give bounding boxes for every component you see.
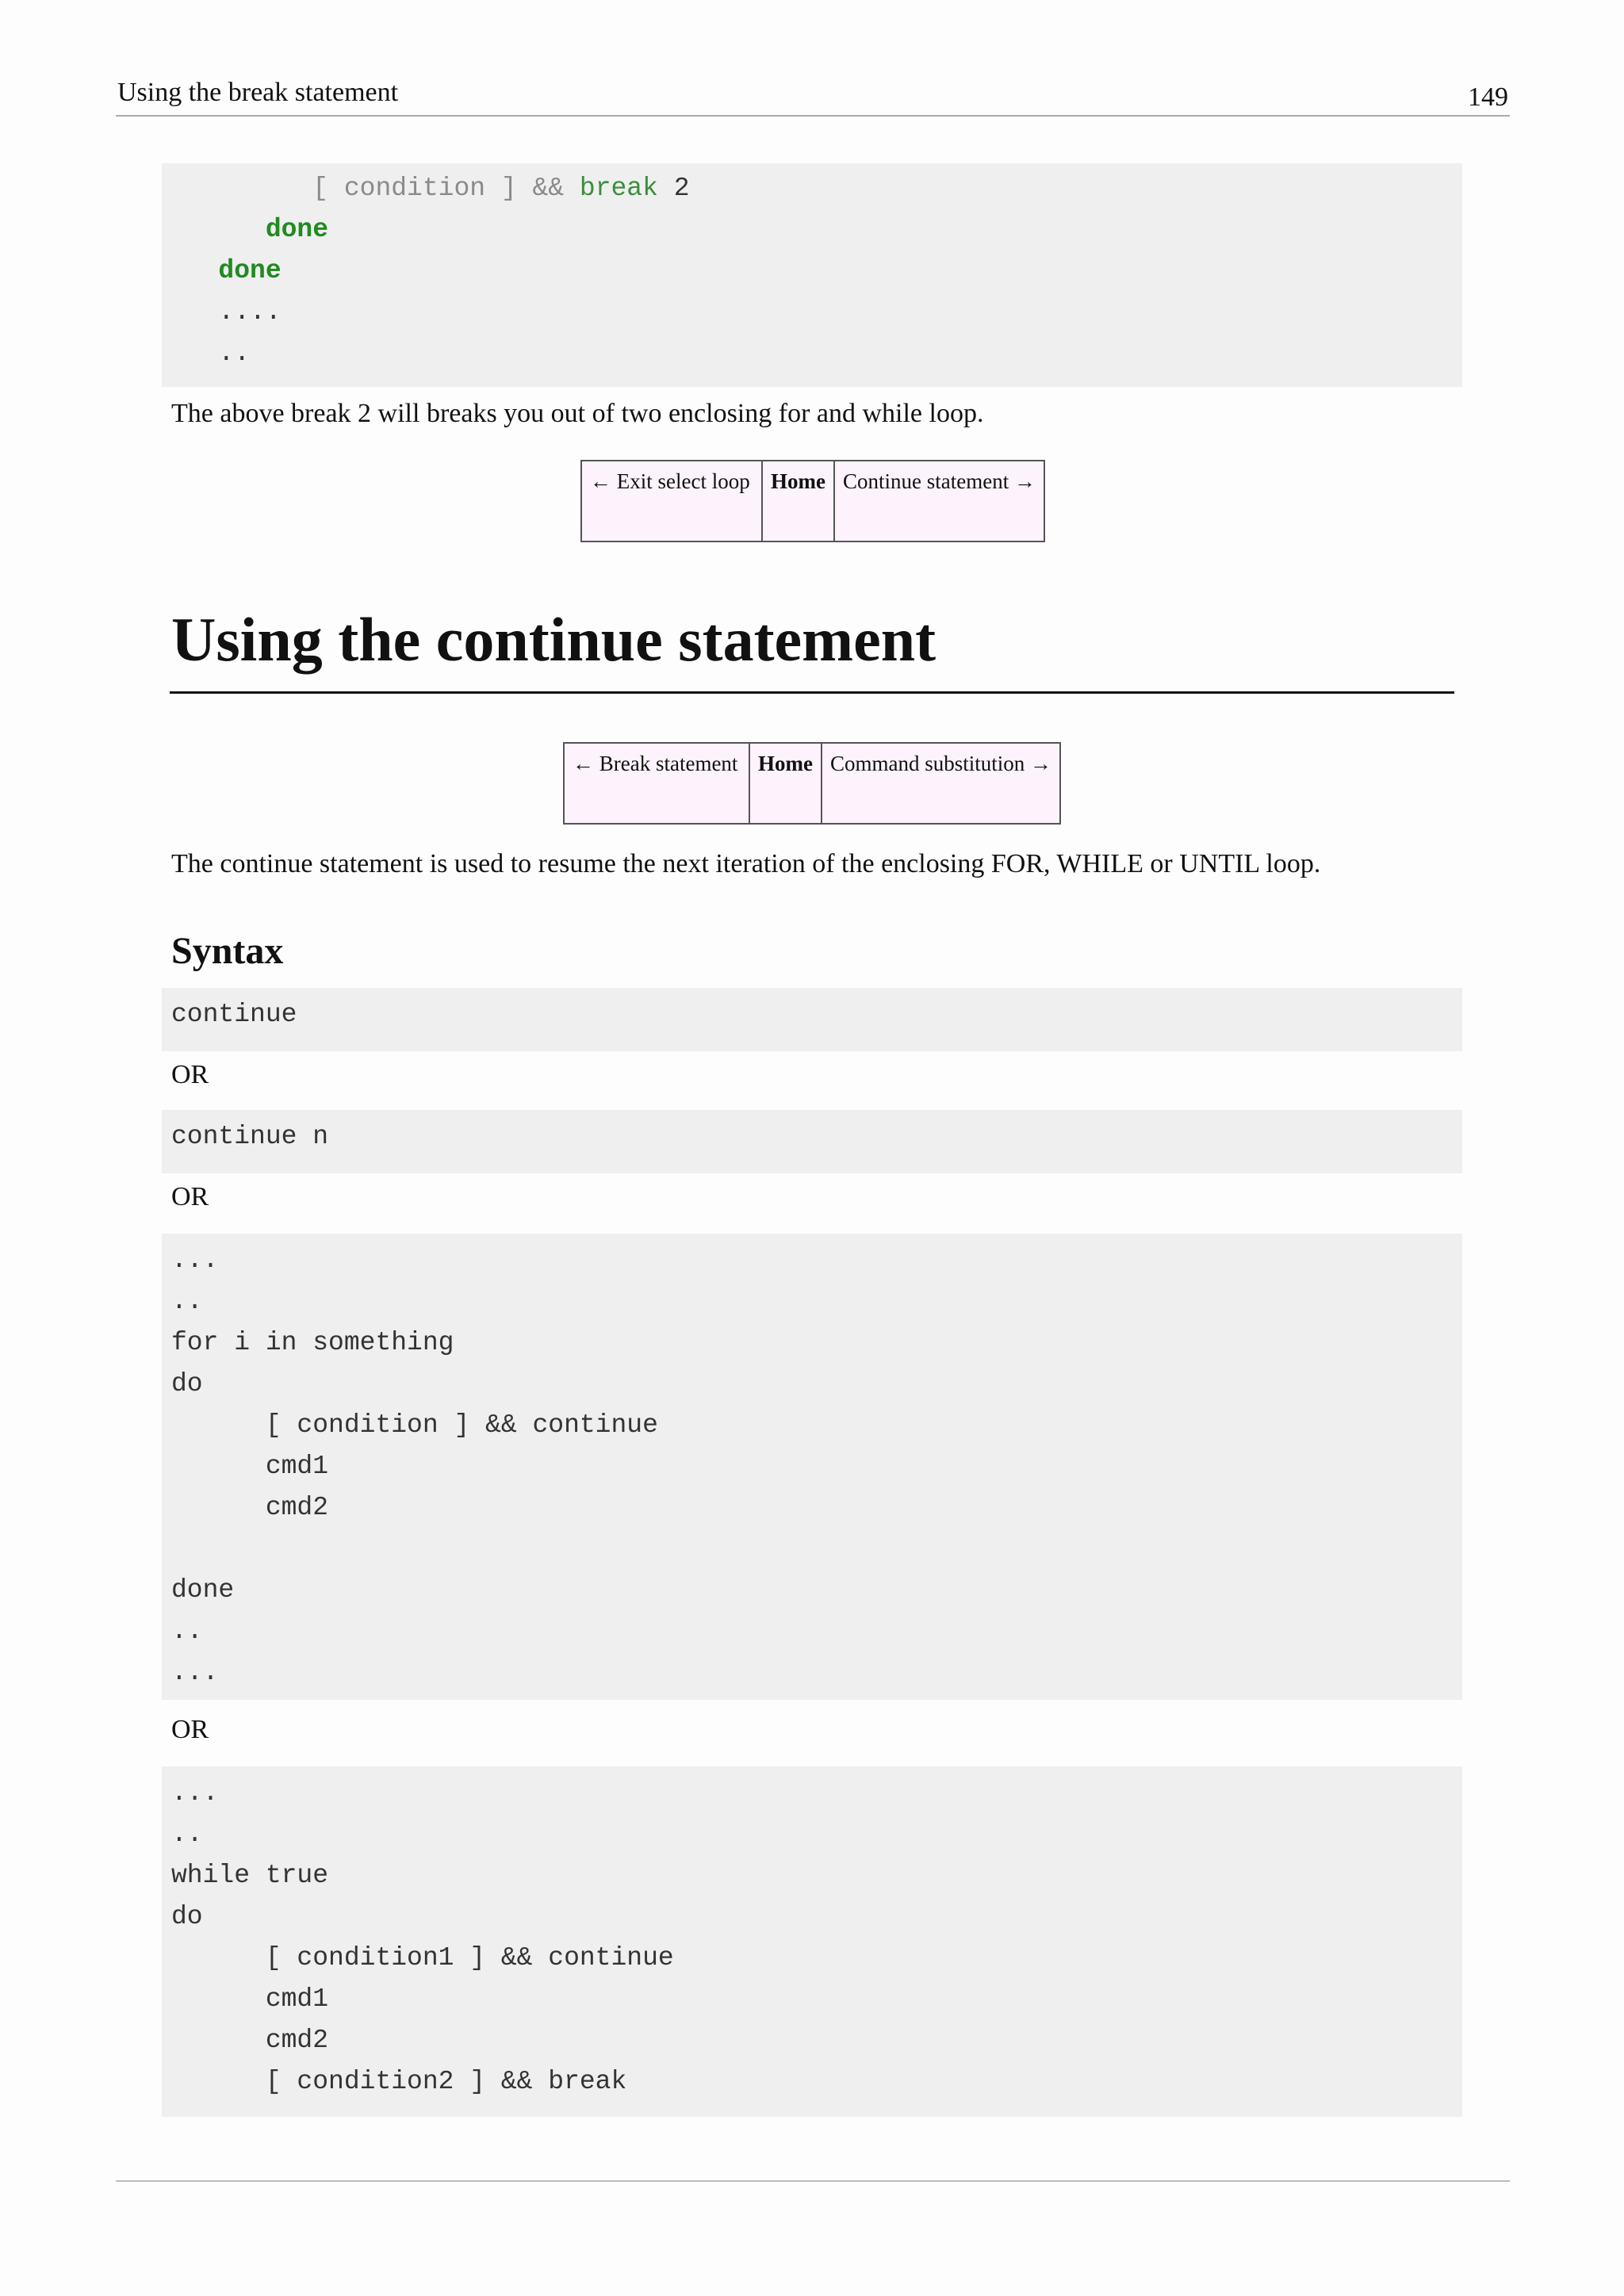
or-label: OR xyxy=(171,1060,209,1089)
code-line xyxy=(162,209,1462,251)
page-title: Using the continue statement xyxy=(171,605,936,674)
title-rule xyxy=(170,691,1454,694)
code-block-while-loop xyxy=(162,1766,1462,2117)
code-line xyxy=(162,251,1462,292)
continue-intro: The continue statement is used to resume the next iteration of the enclosing FOR, WHILE or UNTIL loop. xyxy=(171,849,1321,878)
code-line: do xyxy=(171,1902,203,1931)
code-token: done xyxy=(265,215,329,244)
code-line: ... xyxy=(171,1658,219,1687)
code-line: [ condition1 ] && continue xyxy=(171,1943,674,1973)
syntax-heading: Syntax xyxy=(171,930,284,972)
code-line xyxy=(162,333,1462,374)
code-token: .... xyxy=(171,297,282,327)
code-token xyxy=(171,215,266,244)
code-token: 2 xyxy=(657,174,690,203)
footer-rule xyxy=(116,2180,1510,2182)
nav-next-link[interactable]: Continue statement → xyxy=(834,461,1044,541)
code-line: continue n xyxy=(171,1122,329,1151)
code-line: ... xyxy=(171,1246,219,1275)
code-token: done xyxy=(218,256,282,285)
code-line: continue xyxy=(171,1000,297,1029)
code-token: break xyxy=(579,174,658,203)
header-rule xyxy=(116,115,1510,117)
code-line: cmd1 xyxy=(171,1452,329,1481)
nav-home-link[interactable]: Home xyxy=(749,743,822,824)
page-number: 149 xyxy=(1468,82,1508,112)
code-token xyxy=(171,256,218,285)
code-block-continue-n xyxy=(162,1110,1462,1173)
nav-table-continue xyxy=(563,742,1061,825)
code-line: for i in something xyxy=(171,1328,454,1357)
nav-prev-link[interactable]: ← Exit select loop xyxy=(581,461,762,541)
page-header-title: Using the break statement xyxy=(117,78,399,107)
code-block-continue xyxy=(162,988,1462,1051)
code-line: cmd2 xyxy=(171,2026,329,2055)
nav-prev-link[interactable]: ← Break statement xyxy=(564,743,749,824)
or-label: OR xyxy=(171,1715,209,1744)
code-line xyxy=(162,168,1462,209)
code-line: .. xyxy=(171,1287,203,1316)
code-line: cmd2 xyxy=(171,1493,329,1522)
code-line: ... xyxy=(171,1778,219,1808)
nav-next-link[interactable]: Command substitution → xyxy=(822,743,1060,824)
code-line: .. xyxy=(171,1617,203,1646)
or-label: OR xyxy=(171,1182,209,1211)
nav-table-break xyxy=(580,460,1045,542)
code-token: [ condition ] && xyxy=(312,174,580,203)
code-line: do xyxy=(171,1369,203,1399)
code-line: [ condition ] && continue xyxy=(171,1410,658,1440)
code-line xyxy=(162,292,1462,333)
nav-home-link[interactable]: Home xyxy=(762,461,834,541)
code-line: cmd1 xyxy=(171,1984,329,2014)
code-line: [ condition2 ] && break xyxy=(171,2067,627,2096)
code-block-break-example xyxy=(162,163,1462,387)
code-line xyxy=(162,1529,1462,1570)
code-token xyxy=(171,174,312,203)
code-line: while true xyxy=(171,1861,329,1890)
break2-explanation: The above break 2 will breaks you out of two enclosing for and while loop. xyxy=(171,399,984,428)
code-line: .. xyxy=(171,1820,203,1849)
code-line: done xyxy=(171,1575,235,1605)
code-token: .. xyxy=(171,339,251,368)
code-block-for-loop xyxy=(162,1234,1462,1700)
